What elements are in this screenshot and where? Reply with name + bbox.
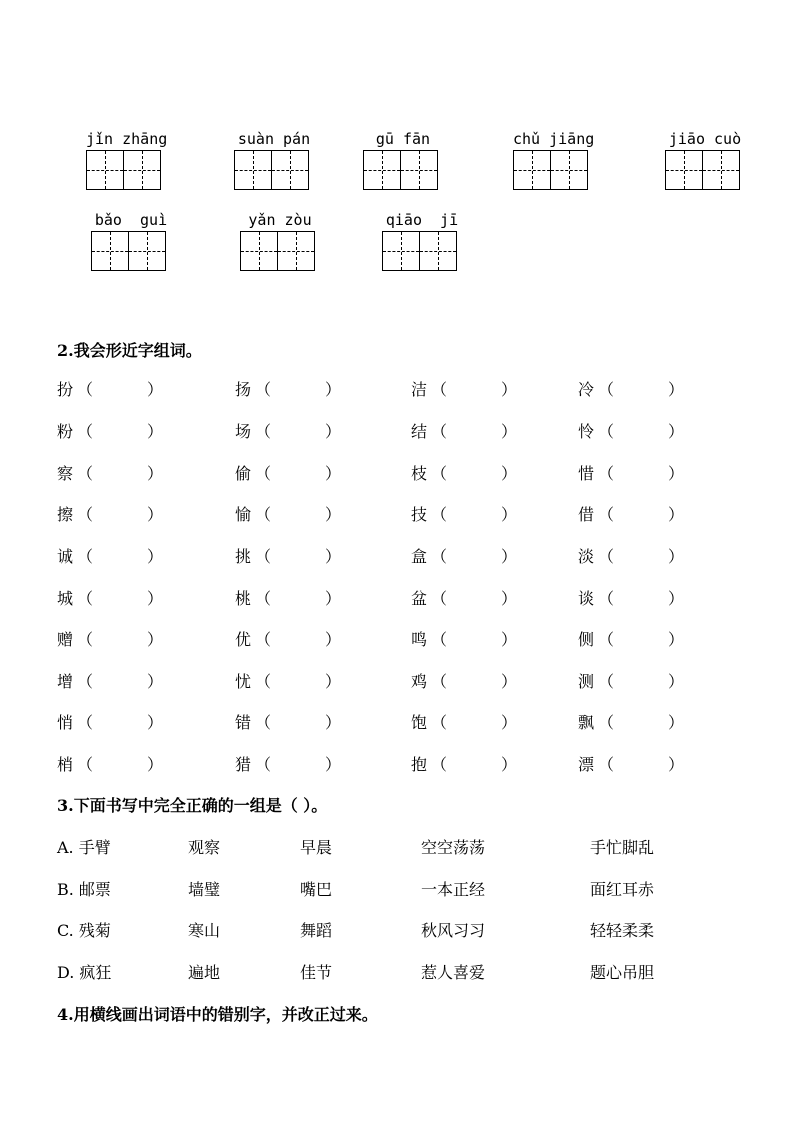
paren-close: ） — [501, 755, 518, 774]
answer-blank[interactable] — [449, 627, 505, 647]
writing-box[interactable] — [382, 231, 420, 271]
pinyin-box-group-7 — [240, 211, 320, 273]
option-word: 早晨 — [300, 838, 333, 857]
answer-blank[interactable] — [616, 544, 672, 564]
answer-blank[interactable] — [273, 627, 329, 647]
option-label-word: C. 残菊 — [57, 921, 111, 940]
character: 饱 — [411, 713, 428, 732]
character: 场 — [235, 422, 252, 441]
pinyin-box-group-8 — [382, 211, 462, 273]
writing-box[interactable] — [550, 150, 588, 190]
answer-blank[interactable] — [95, 669, 151, 689]
character: 察 — [57, 464, 74, 483]
character: 偷 — [235, 464, 252, 483]
paren-open: （ — [255, 672, 272, 691]
character: 粉 — [57, 422, 74, 441]
answer-blank[interactable] — [449, 377, 505, 397]
paren-open: （ — [77, 380, 94, 399]
writing-box[interactable] — [128, 231, 166, 271]
character: 错 — [235, 713, 252, 732]
option-word: 手忙脚乱 — [590, 838, 655, 857]
paren-open: （ — [77, 422, 94, 441]
answer-blank[interactable] — [449, 461, 505, 481]
paren-open: （ — [255, 505, 272, 524]
character: 扬 — [235, 380, 252, 399]
option-word: 一本正经 — [421, 880, 486, 899]
answer-blank[interactable] — [95, 461, 151, 481]
word-row — [57, 669, 757, 693]
pinyin-label: suàn pán — [237, 130, 311, 148]
answer-blank[interactable] — [95, 502, 151, 522]
answer-blank[interactable] — [273, 710, 329, 730]
writing-box[interactable] — [400, 150, 438, 190]
paren-close: ） — [501, 713, 518, 732]
paren-close: ） — [325, 589, 342, 608]
writing-box[interactable] — [234, 150, 272, 190]
paren-close: ） — [501, 672, 518, 691]
character: 盒 — [411, 547, 428, 566]
paren-close: ） — [147, 755, 164, 774]
paren-open: （ — [431, 672, 448, 691]
answer-blank[interactable] — [616, 461, 672, 481]
section-3-title: 3.下面书写中完全正确的一组是（ ）。 — [57, 796, 328, 815]
character: 忧 — [235, 672, 252, 691]
paren-open: （ — [598, 547, 615, 566]
pinyin-box-group-4 — [513, 130, 593, 192]
answer-blank[interactable] — [449, 586, 505, 606]
pinyin-box-group-3 — [363, 130, 443, 192]
paren-open: （ — [598, 380, 615, 399]
paren-close: ） — [325, 547, 342, 566]
paren-close: ） — [147, 422, 164, 441]
word-row — [57, 627, 757, 651]
paren-close: ） — [147, 505, 164, 524]
paren-open: （ — [255, 589, 272, 608]
paren-open: （ — [255, 464, 272, 483]
paren-open: （ — [77, 755, 94, 774]
writing-box[interactable] — [513, 150, 551, 190]
answer-blank[interactable] — [95, 752, 151, 772]
answer-blank[interactable] — [616, 586, 672, 606]
pinyin-box-group-6 — [91, 211, 171, 273]
paren-close: ） — [325, 505, 342, 524]
word-row — [57, 461, 757, 485]
paren-open: （ — [431, 464, 448, 483]
paren-open: （ — [255, 755, 272, 774]
paren-open: （ — [255, 547, 272, 566]
pinyin-label: jǐn zhāng — [86, 130, 168, 148]
character: 猎 — [235, 755, 252, 774]
answer-blank[interactable] — [449, 502, 505, 522]
option-word: 嘴巴 — [300, 880, 333, 899]
paren-open: （ — [77, 464, 94, 483]
answer-blank[interactable] — [273, 586, 329, 606]
answer-blank[interactable] — [449, 544, 505, 564]
character: 结 — [411, 422, 428, 441]
character: 擦 — [57, 505, 74, 524]
paren-open: （ — [431, 547, 448, 566]
pinyin-label: qiāo jī — [385, 211, 459, 229]
paren-close: ） — [147, 713, 164, 732]
paren-close: ） — [501, 630, 518, 649]
answer-blank[interactable] — [95, 710, 151, 730]
pinyin-label: gū fān — [375, 130, 431, 148]
option-word: 遍地 — [188, 963, 221, 982]
answer-blank[interactable] — [95, 586, 151, 606]
paren-open: （ — [77, 547, 94, 566]
character: 淡 — [578, 547, 595, 566]
answer-blank[interactable] — [616, 627, 672, 647]
paren-open: （ — [598, 422, 615, 441]
option-word: 面红耳赤 — [590, 880, 655, 899]
option-row[interactable] — [57, 918, 757, 942]
character: 梢 — [57, 755, 74, 774]
option-word: 观察 — [188, 838, 221, 857]
writing-box[interactable] — [702, 150, 740, 190]
paren-close: ） — [501, 505, 518, 524]
writing-box[interactable] — [419, 231, 457, 271]
pinyin-label: jiāo cuò — [668, 130, 742, 148]
answer-blank[interactable] — [449, 710, 505, 730]
answer-blank[interactable] — [273, 669, 329, 689]
option-label-word: B. 邮票 — [57, 880, 111, 899]
word-row — [57, 419, 757, 443]
character: 愉 — [235, 505, 252, 524]
paren-close: ） — [501, 464, 518, 483]
answer-blank[interactable] — [616, 502, 672, 522]
option-word: 墙璧 — [188, 880, 221, 899]
character: 诚 — [57, 547, 74, 566]
paren-close: ） — [668, 422, 685, 441]
character: 优 — [235, 630, 252, 649]
paren-open: （ — [77, 713, 94, 732]
section-2-title: 2.我会形近字组词。 — [57, 341, 202, 360]
writing-box[interactable] — [277, 231, 315, 271]
paren-close: ） — [668, 380, 685, 399]
paren-close: ） — [501, 422, 518, 441]
answer-blank[interactable] — [273, 419, 329, 439]
paren-close: ） — [668, 589, 685, 608]
paren-close: ） — [501, 589, 518, 608]
paren-open: （ — [598, 505, 615, 524]
paren-close: ） — [147, 630, 164, 649]
paren-open: （ — [598, 630, 615, 649]
character: 怜 — [578, 422, 595, 441]
pinyin-label: yǎn zòu — [248, 211, 312, 229]
word-row — [57, 752, 757, 776]
answer-blank[interactable] — [273, 752, 329, 772]
paren-close: ） — [325, 422, 342, 441]
answer-blank[interactable] — [95, 419, 151, 439]
writing-box[interactable] — [363, 150, 401, 190]
word-row — [57, 502, 757, 526]
answer-blank[interactable] — [273, 544, 329, 564]
character: 增 — [57, 672, 74, 691]
character: 桃 — [235, 589, 252, 608]
paren-close: ） — [147, 464, 164, 483]
paren-close: ） — [668, 713, 685, 732]
writing-box[interactable] — [123, 150, 161, 190]
character: 抱 — [411, 755, 428, 774]
character: 惜 — [578, 464, 595, 483]
option-word: 惹人喜爱 — [421, 963, 486, 982]
option-label-word: D. 疯狂 — [57, 963, 112, 982]
answer-blank[interactable] — [95, 627, 151, 647]
answer-blank[interactable] — [273, 377, 329, 397]
paren-open: （ — [431, 422, 448, 441]
paren-close: ） — [325, 755, 342, 774]
character: 鸡 — [411, 672, 428, 691]
writing-box[interactable] — [240, 231, 278, 271]
character: 飘 — [578, 713, 595, 732]
option-word: 轻轻柔柔 — [590, 921, 655, 940]
paren-close: ） — [668, 505, 685, 524]
paren-open: （ — [77, 630, 94, 649]
character: 悄 — [57, 713, 74, 732]
paren-open: （ — [598, 589, 615, 608]
paren-close: ） — [501, 380, 518, 399]
paren-close: ） — [147, 547, 164, 566]
answer-blank[interactable] — [616, 710, 672, 730]
paren-close: ） — [147, 672, 164, 691]
paren-open: （ — [255, 713, 272, 732]
paren-open: （ — [77, 505, 94, 524]
paren-close: ） — [668, 672, 685, 691]
paren-close: ） — [668, 755, 685, 774]
option-row[interactable] — [57, 835, 757, 859]
writing-box[interactable] — [91, 231, 129, 271]
paren-close: ） — [668, 547, 685, 566]
writing-box[interactable] — [665, 150, 703, 190]
option-row[interactable] — [57, 960, 757, 984]
paren-close: ） — [325, 672, 342, 691]
option-word: 寒山 — [188, 921, 221, 940]
paren-open: （ — [431, 713, 448, 732]
character: 洁 — [411, 380, 428, 399]
pinyin-box-group-2 — [234, 130, 314, 192]
paren-open: （ — [598, 713, 615, 732]
character: 鸣 — [411, 630, 428, 649]
paren-open: （ — [598, 672, 615, 691]
option-word: 佳节 — [300, 963, 333, 982]
paren-open: （ — [77, 589, 94, 608]
paren-open: （ — [255, 422, 272, 441]
character: 盆 — [411, 589, 428, 608]
option-word: 舞蹈 — [300, 921, 333, 940]
paren-close: ） — [325, 630, 342, 649]
character: 冷 — [578, 380, 595, 399]
character: 谈 — [578, 589, 595, 608]
paren-open: （ — [431, 380, 448, 399]
option-label-word: A. 手臂 — [57, 838, 111, 857]
answer-blank[interactable] — [616, 377, 672, 397]
word-row — [57, 586, 757, 610]
answer-blank[interactable] — [449, 752, 505, 772]
paren-close: ） — [147, 589, 164, 608]
section-4-title: 4.用横线画出词语中的错别字，并改正过来。 — [57, 1005, 378, 1024]
pinyin-box-group-5 — [665, 130, 745, 192]
answer-blank[interactable] — [449, 669, 505, 689]
character: 侧 — [578, 630, 595, 649]
answer-blank[interactable] — [95, 377, 151, 397]
character: 借 — [578, 505, 595, 524]
paren-close: ） — [668, 630, 685, 649]
character: 漂 — [578, 755, 595, 774]
paren-close: ） — [325, 713, 342, 732]
pinyin-label: bǎo guì — [94, 211, 168, 229]
character: 挑 — [235, 547, 252, 566]
pinyin-box-group-1 — [86, 130, 166, 192]
answer-blank[interactable] — [616, 419, 672, 439]
answer-blank[interactable] — [95, 544, 151, 564]
option-word: 题心吊胆 — [590, 963, 655, 982]
paren-open: （ — [431, 505, 448, 524]
character: 扮 — [57, 380, 74, 399]
word-row — [57, 544, 757, 568]
option-word: 空空荡荡 — [421, 838, 486, 857]
answer-blank[interactable] — [273, 461, 329, 481]
paren-open: （ — [431, 589, 448, 608]
paren-close: ） — [501, 547, 518, 566]
paren-close: ） — [325, 464, 342, 483]
paren-open: （ — [255, 630, 272, 649]
option-word: 秋风习习 — [421, 921, 486, 940]
answer-blank[interactable] — [273, 502, 329, 522]
character: 赠 — [57, 630, 74, 649]
pinyin-label: chǔ jiāng — [513, 130, 595, 148]
paren-close: ） — [325, 380, 342, 399]
character: 城 — [57, 589, 74, 608]
paren-open: （ — [431, 755, 448, 774]
answer-blank[interactable] — [616, 669, 672, 689]
paren-open: （ — [431, 630, 448, 649]
character: 枝 — [411, 464, 428, 483]
word-row — [57, 710, 757, 734]
paren-close: ） — [147, 380, 164, 399]
character: 测 — [578, 672, 595, 691]
writing-box[interactable] — [86, 150, 124, 190]
character: 技 — [411, 505, 428, 524]
paren-close: ） — [668, 464, 685, 483]
option-row[interactable] — [57, 877, 757, 901]
paren-open: （ — [77, 672, 94, 691]
answer-blank[interactable] — [449, 419, 505, 439]
writing-box[interactable] — [271, 150, 309, 190]
paren-open: （ — [598, 755, 615, 774]
word-row — [57, 377, 757, 401]
paren-open: （ — [598, 464, 615, 483]
paren-open: （ — [255, 380, 272, 399]
answer-blank[interactable] — [616, 752, 672, 772]
